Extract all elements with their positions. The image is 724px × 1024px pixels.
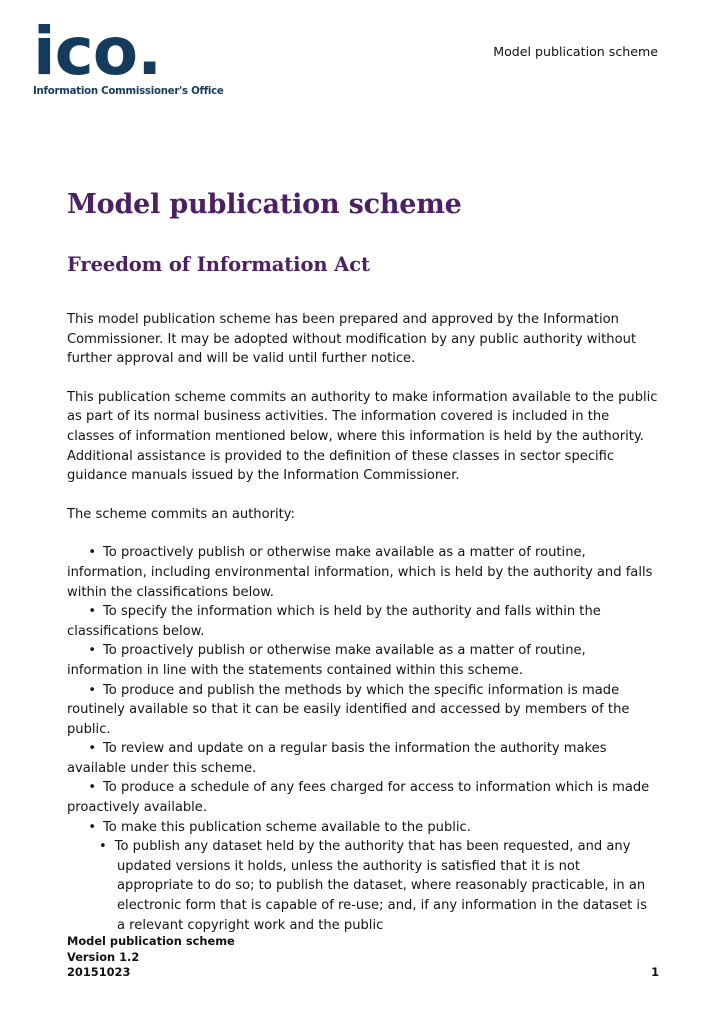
bullet-icon: •: [99, 839, 107, 855]
list-item-text: To produce and publish the methods by which the specific information is made routinely available so that it can be easily identified and accessed by members of the public.: [67, 682, 630, 737]
ico-logo-wordmark: ico.: [33, 13, 162, 90]
list-item: [67, 778, 659, 817]
footer-version: Version 1.2: [67, 949, 140, 964]
bullet-icon: •: [88, 741, 96, 757]
bullet-icon: •: [88, 545, 96, 561]
list-item-text: To review and update on a regular basis the information the authority makes available under this scheme.: [67, 741, 607, 776]
page-title: Model publication scheme: [67, 189, 462, 220]
ico-logo: [33, 13, 224, 97]
commitments-lead-in: The scheme commits an authority:: [67, 506, 295, 522]
header-document-label: Model publication scheme: [493, 44, 658, 59]
list-item: [67, 641, 659, 680]
bullet-icon: •: [88, 819, 96, 835]
list-item: [67, 818, 659, 838]
list-item: [67, 837, 659, 935]
bullet-icon: •: [88, 604, 96, 620]
list-item-text: To proactively publish or otherwise make available as a matter of routine, information, including environmental information, which is held by the authority and falls within the classifications below.: [67, 545, 653, 600]
footer-text-block: [67, 934, 659, 981]
bullet-icon: •: [88, 682, 96, 698]
footer-document-title: Model publication scheme: [67, 934, 235, 948]
bullet-icon: •: [88, 780, 96, 796]
page-footer: [67, 934, 659, 981]
page-number: 1: [651, 965, 659, 979]
list-item-text: To specify the information which is held by the authority and falls within the classifications below.: [67, 604, 601, 639]
document-body: [67, 310, 659, 935]
commitments-list: [67, 543, 659, 935]
list-item: [67, 602, 659, 641]
footer-date-code: 20151023: [67, 965, 131, 979]
intro-paragraph-1: This model publication scheme has been prepared and approved by the Information Commissioner. It may be adopted without modification by any public authority without further approval and will be valid until further notice.: [67, 312, 637, 367]
page-header: [0, 0, 724, 140]
list-item-text: To produce a schedule of any fees charged for access to information which is made proactively available.: [67, 780, 650, 816]
page-subtitle: Freedom of Information Act: [67, 253, 370, 276]
intro-paragraph-2: This publication scheme commits an authority to make information available to the public as part of its normal business activities. The information covered is included in the classes of information mentioned below, where this information is held by the authority. Additional assistance is provided to the definition of these classes in sector specific guidance manuals issued by the Information Commissioner.: [67, 389, 658, 484]
list-item-text: To make this publication scheme available to the public.: [103, 819, 471, 835]
list-item-text: To proactively publish or otherwise make available as a matter of routine, information in line with the statements contained within this scheme.: [67, 643, 586, 678]
bullet-icon: •: [88, 643, 96, 659]
list-item-text: To publish any dataset held by the authority that has been requested, and any updated versions it holds, unless the authority is satisfied that it is not appropriate to do so; to publish the dataset, where reasonably practicable, in an electronic form that is capable of re-use; and, if any information in the dataset is a relevant copyright work and the public: [114, 839, 647, 933]
ico-logo-tagline: Information Commissioner's Office: [33, 85, 224, 97]
list-item: [67, 543, 659, 602]
list-item: [67, 739, 659, 778]
list-item: [67, 681, 659, 740]
